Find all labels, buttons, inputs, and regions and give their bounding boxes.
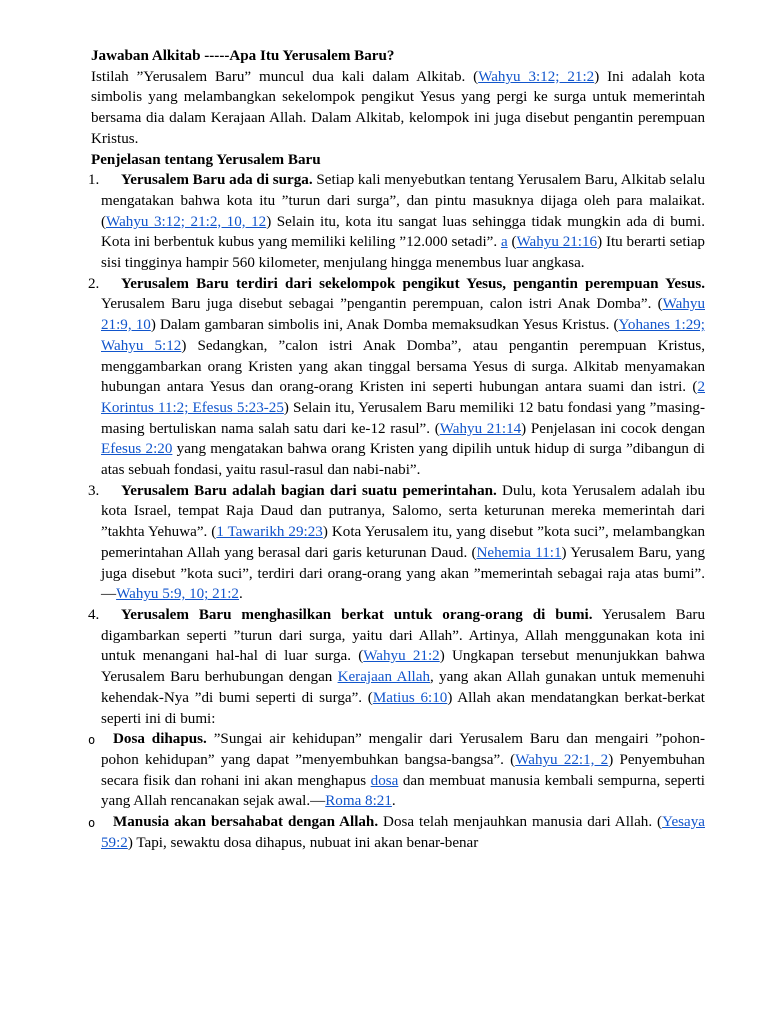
scripture-link[interactable]: Yesaya 59:2 bbox=[101, 814, 705, 851]
list-number: 4. bbox=[88, 606, 100, 623]
scripture-link[interactable]: 1 Tawarikh 29:23 bbox=[216, 524, 323, 541]
list-number: 2. bbox=[88, 275, 100, 292]
scripture-link[interactable]: Wahyu 21:9, 10 bbox=[101, 296, 705, 334]
scripture-link[interactable]: Nehemia 11:1 bbox=[476, 544, 562, 561]
sub-list-item: o Dosa dihapus. ”Sungai air kehidupan” mengalir dari Yerusalem Baru dan mengairi ”pohon-pohon kehidupan” yang dapat ”menyembuhkan bangsa-bangsa”. (Wahyu 22:1, 2) Penyembuhan secara fisik dan rohani ini akan menghapus dosa dan membuat manusia kembali sempurna, seperti yang Allah rencanakan sejak awal.—Roma 8:21. bbox=[88, 731, 705, 810]
intro-paragraph: Istilah ”Yerusalem Baru” muncul dua kali dalam Alkitab. (Wahyu 3:12; 21:2) Ini adalah kota simbolis yang melambangkan sekelompok pengikut Yesus yang pergi ke surga untuk memerintah bersama dia dalam Kerajaan Allah. Dalam Alkitab, kelompok ini juga disebut pengantin perempuan Kristus. bbox=[91, 68, 705, 147]
scripture-link[interactable]: Wahyu 22:1, 2 bbox=[515, 751, 609, 768]
footnote-link[interactable]: a bbox=[500, 234, 508, 251]
scripture-link[interactable]: Roma 8:21 bbox=[325, 793, 392, 810]
list-item: 2. Yerusalem Baru terdiri dari sekelompok pengikut Yesus, pengantin perempuan Yesus. Yerusalem Baru juga disebut sebagai ”pengantin perempuan, calon istri Anak Domba”. (Wahyu 21:9, 10) Dalam gambaran simbolis ini, Anak Domba memaksudkan Yesus Kristus. (Yohanes 1:29; Wahyu 5:12) Sedangkan, ”calon istri Anak Domba”, atau pengantin perempuan Kristus, menggambarkan orang Kristen yang akan tinggal bersama Yesus di surga. Alkitab menyamakan hubungan antara Yesus dan orang-orang Kristen ini seperti hubungan antara suami dan istri. (2 Korintus 11:2; Efesus 5:23-25) Selain itu, Yerusalem Baru memiliki 12 batu fondasi yang ”masing-masing bertuliskan nama salah satu dari ke-12 rasul”. (Wahyu 21:14) Penjelasan ini cocok dengan Efesus 2:20 yang mengatakan bahwa orang Kristen yang dipilih untuk hidup di surga ”dibangun di atas sebuah fondasi, yaitu rasul-rasul dan nabi-nabi”. bbox=[88, 275, 705, 479]
scripture-link[interactable]: Efesus 2:20 bbox=[101, 441, 173, 458]
topic-link-dosa[interactable]: dosa bbox=[370, 772, 399, 789]
scripture-link[interactable]: Wahyu 21:14 bbox=[439, 420, 522, 437]
bullet-icon: o bbox=[88, 816, 96, 831]
link-wahyu-3-12[interactable]: Wahyu 3:12; 21:2 bbox=[478, 68, 595, 85]
bullet-icon: o bbox=[88, 733, 96, 748]
scripture-link[interactable]: 2 Korintus 11:2; Efesus 5:23-25 bbox=[101, 379, 705, 416]
section-heading: Penjelasan tentang Yerusalem Baru bbox=[91, 151, 321, 168]
list-number: 1. bbox=[88, 172, 100, 189]
scripture-link[interactable]: Wahyu 3:12; 21:2, 10, 12 bbox=[106, 213, 267, 230]
list-number: 3. bbox=[88, 482, 100, 499]
list-item: 4. Yerusalem Baru menghasilkan berkat untuk orang-orang di bumi. Yerusalem Baru digambarkan seperti ”turun dari surga, yaitu dari Allah”. Artinya, Allah menggunakan kota ini untuk menangani hal-hal di luar surga. (Wahyu 21:2) Ungkapan tersebut menunjukkan bahwa Yerusalem Baru berhubungan dengan Kerajaan Allah, yang akan Allah gunakan untuk memenuhi kehendak-Nya ”di bumi seperti di surga”. (Matius 6:10) Allah akan mendatangkan berkat-berkat seperti ini di bumi: bbox=[88, 606, 705, 727]
scripture-link[interactable]: Wahyu 21:16 bbox=[516, 234, 598, 251]
document-title: Jawaban Alkitab -----Apa Itu Yerusalem Baru? bbox=[91, 48, 395, 64]
sub-list-item: o Manusia akan bersahabat dengan Allah. Dosa telah menjauhkan manusia dari Allah. (Yesaya 59:2) Tapi, sewaktu dosa dihapus, nubuat ini akan benar-benar bbox=[88, 814, 705, 851]
scripture-link[interactable]: Yohanes 1:29; Wahyu 5:12 bbox=[101, 317, 705, 354]
document-page bbox=[88, 46, 706, 853]
topic-link-kerajaan-allah[interactable]: Kerajaan Allah bbox=[337, 669, 430, 686]
scripture-link[interactable]: Matius 6:10 bbox=[372, 689, 448, 706]
scripture-link[interactable]: Wahyu 21:2 bbox=[363, 648, 440, 665]
list-item: 1. Yerusalem Baru ada di surga. Setiap kali menyebutkan tentang Yerusalem Baru, Alkitab selalu mengatakan bahwa kota itu ”turun dari surga”, dan pintu masuknya dijaga oleh para malaikat. (Wahyu 3:12; 21:2, 10, 12) Selain itu, kota itu sangat luas sehingga tidak mungkin ada di bumi. Kota ini berbentuk kubus yang memiliki keliling ”12.000 setadi”. a (Wahyu 21:16) Itu berarti setiap sisi tingginya hampir 560 kilometer, menjulang hingga menembus luar angkasa. bbox=[88, 172, 705, 272]
scripture-link[interactable]: Wahyu 5:9, 10; 21:2 bbox=[116, 586, 239, 603]
list-item: 3. Yerusalem Baru adalah bagian dari suatu pemerintahan. Dulu, kota Yerusalem adalah ibu kota Israel, tempat Raja Daud dan putranya, Salomo, serta keturunan mereka memerintah dari ”takhta Yehuwa”. (1 Tawarikh 29:23) Kota Yerusalem itu, yang disebut ”kota suci”, melambangkan pemerintahan Allah yang berasal dari garis keturunan Daud. (Nehemia 11:1) Yerusalem Baru, yang juga disebut ”kota suci”, terdiri dari orang-orang yang akan ”memerintah sebagai raja atas bumi”.—Wahyu 5:9, 10; 21:2. bbox=[88, 482, 706, 603]
